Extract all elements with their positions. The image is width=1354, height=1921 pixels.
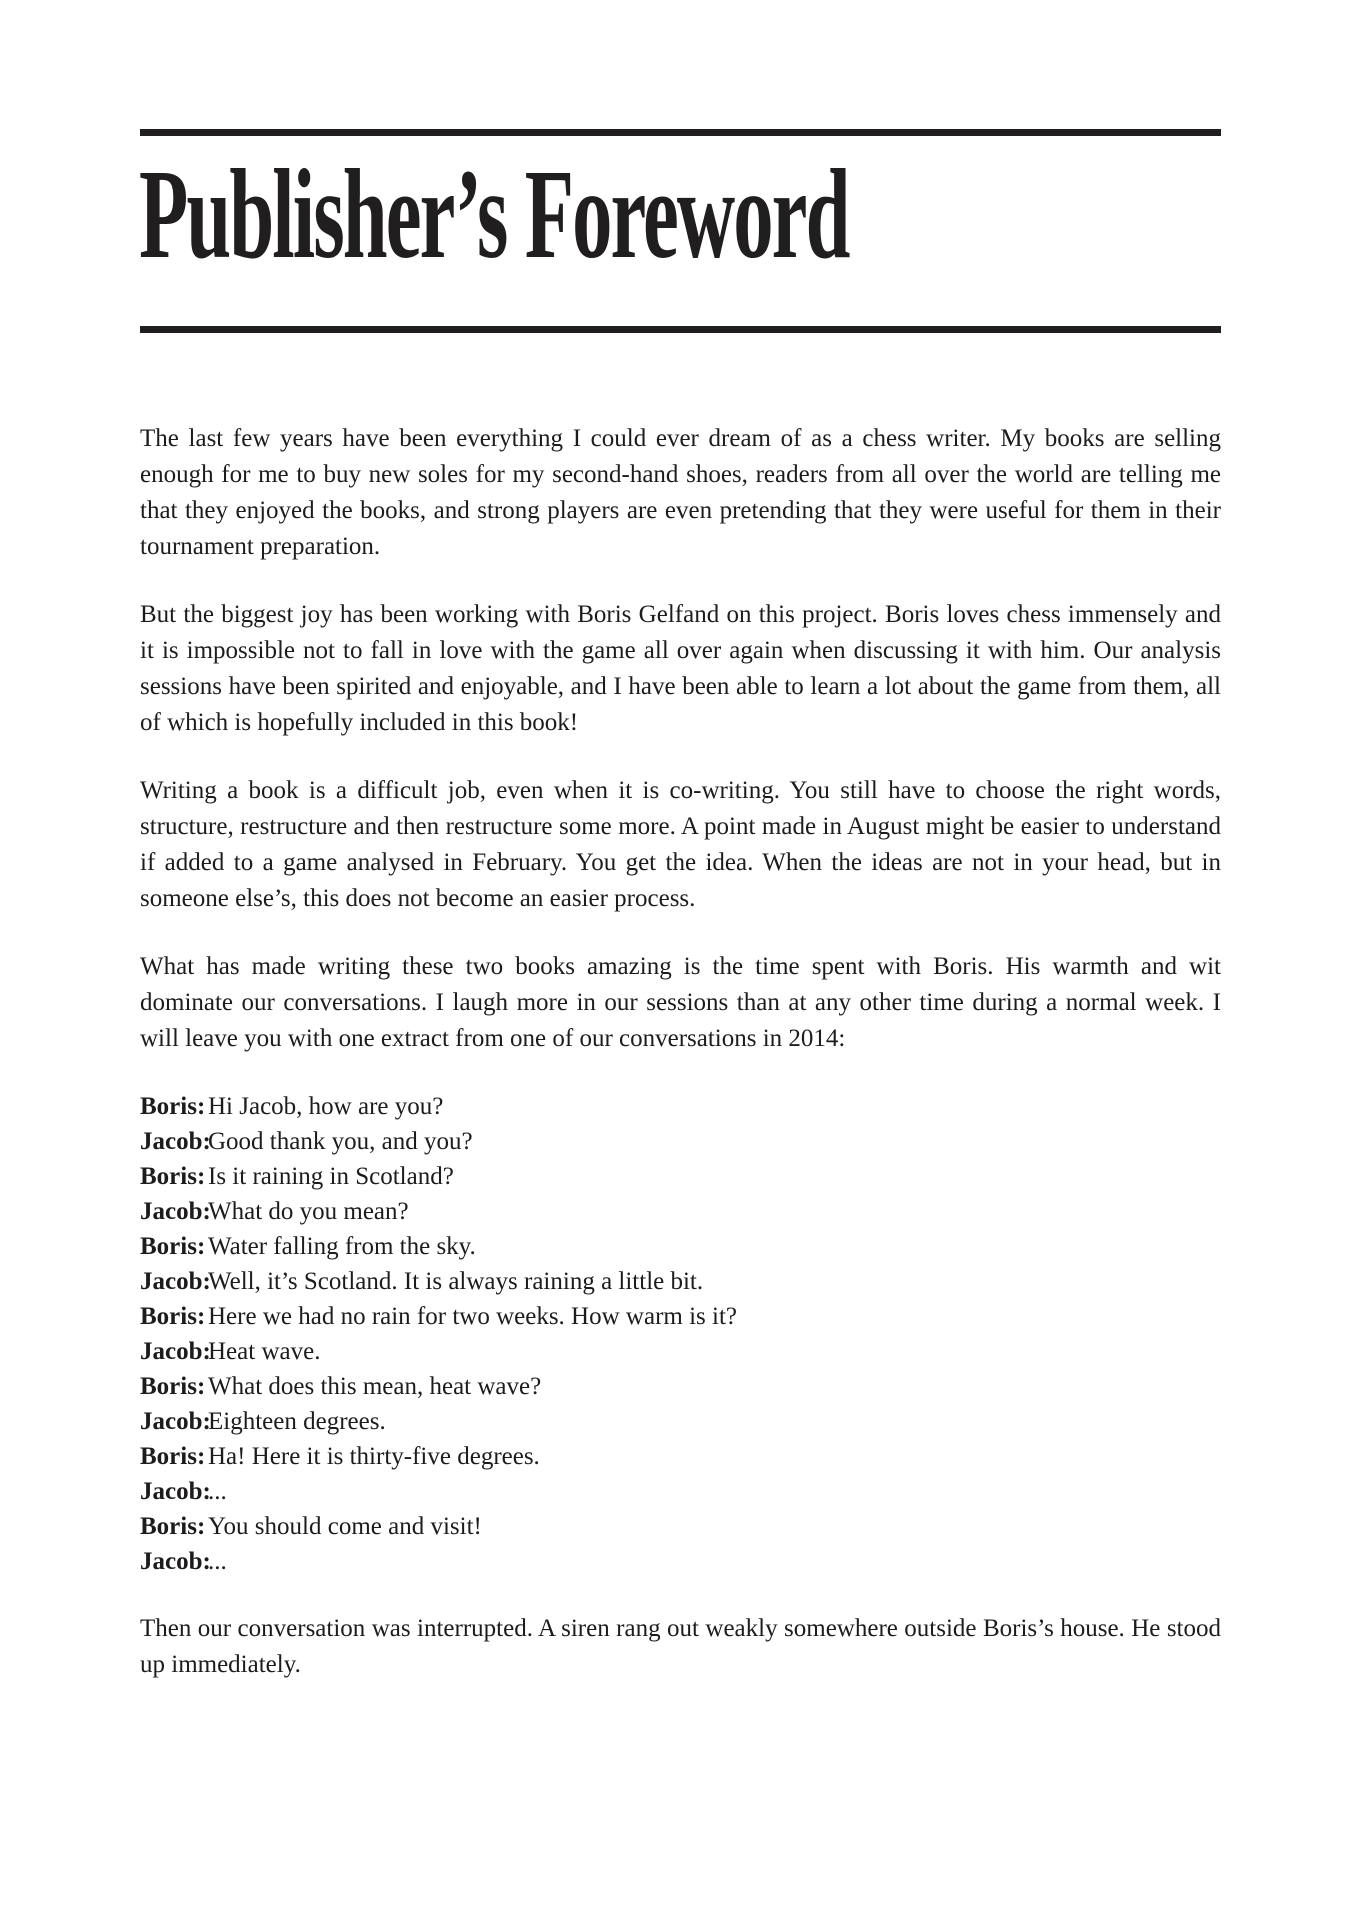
paragraph-1: The last few years have been everything I could ever dream of as a chess writer. My books are selling enough for me to buy new soles for my second-hand shoes, readers from all over the world are telling me that they enjoyed the books, and strong players are even pretending that they were useful for them in their tournament preparation. [140,425,1221,560]
dialogue-speaker: Boris: [140,1233,206,1260]
dialogue-speaker: Jacob: [140,1128,211,1155]
dialogue-line [140,1229,1221,1264]
dialogue-speaker: Jacob: [140,1408,211,1435]
closing-paragraph: Then our conversation was interrupted. A siren rang out weakly somewhere outside Boris’s house. He stood up immediately. [140,1615,1221,1678]
dialogue-speaker: Boris: [140,1443,206,1470]
dialogue-line [140,1544,1221,1579]
dialogue-speaker: Boris: [140,1373,206,1400]
dialogue-line [140,1124,1221,1159]
dialogue-text: Here we had no rain for two weeks. How warm is it? [208,1303,738,1330]
dialogue-text: What do you mean? [208,1198,409,1225]
dialogue-text: You should come and visit! [208,1513,482,1540]
dialogue-text: Eighteen degrees. [208,1408,386,1435]
foreword-body [140,421,1221,1683]
dialogue-speaker: Jacob: [140,1548,211,1575]
dialogue-speaker: Boris: [140,1093,206,1120]
dialogue-text: Ha! Here it is thirty-five degrees. [208,1443,540,1470]
dialogue-text: ... [208,1548,227,1575]
dialogue-speaker: Boris: [140,1513,206,1540]
dialogue-line [140,1474,1221,1509]
dialogue-text: Good thank you, and you? [208,1128,473,1155]
dialogue-extract [140,1089,1221,1579]
paragraph-3: Writing a book is a difficult job, even when it is co-writing. You still have to choose the right words, structure, restructure and then restructure some more. A point made in August might be easier to understand if added to a game analysed in February. You get the idea. When the ideas are not in your head, but in someone else’s, this does not become an easier process. [140,777,1221,912]
dialogue-text: ... [208,1478,227,1505]
dialogue-speaker: Jacob: [140,1478,211,1505]
dialogue-speaker: Jacob: [140,1338,211,1365]
dialogue-line [140,1264,1221,1299]
dialogue-line [140,1194,1221,1229]
dialogue-speaker: Jacob: [140,1198,211,1225]
divider-bottom [140,326,1221,333]
dialogue-text: Hi Jacob, how are you? [208,1093,444,1120]
paragraph-4: What has made writing these two books amazing is the time spent with Boris. His warmth and wit dominate our conversations. I laugh more in our sessions than at any other time during a normal week. I will leave you with one extract from one of our conversations in 2014: [140,953,1221,1052]
dialogue-line [140,1404,1221,1439]
dialogue-text: Well, it’s Scotland. It is always raining a little bit. [208,1268,704,1295]
dialogue-line [140,1089,1221,1124]
dialogue-text: What does this mean, heat wave? [208,1373,542,1400]
divider-top [140,129,1221,136]
dialogue-line [140,1369,1221,1404]
dialogue-line [140,1159,1221,1194]
dialogue-line [140,1299,1221,1334]
dialogue-speaker: Boris: [140,1303,206,1330]
dialogue-speaker: Jacob: [140,1268,211,1295]
dialogue-speaker: Boris: [140,1163,206,1190]
dialogue-line [140,1509,1221,1544]
page-title: Publisher’s Foreword [139,143,849,285]
paragraph-2: But the biggest joy has been working with Boris Gelfand on this project. Boris loves chess immensely and it is impossible not to fall in love with the game all over again when discussing it with him. Our analysis sessions have been spirited and enjoyable, and I have been able to learn a lot about the game from them, all of which is hopefully included in this book! [140,601,1221,736]
dialogue-line [140,1334,1221,1369]
dialogue-text: Heat wave. [208,1338,321,1365]
dialogue-text: Water falling from the sky. [208,1233,476,1260]
dialogue-line [140,1439,1221,1474]
dialogue-text: Is it raining in Scotland? [208,1163,454,1190]
